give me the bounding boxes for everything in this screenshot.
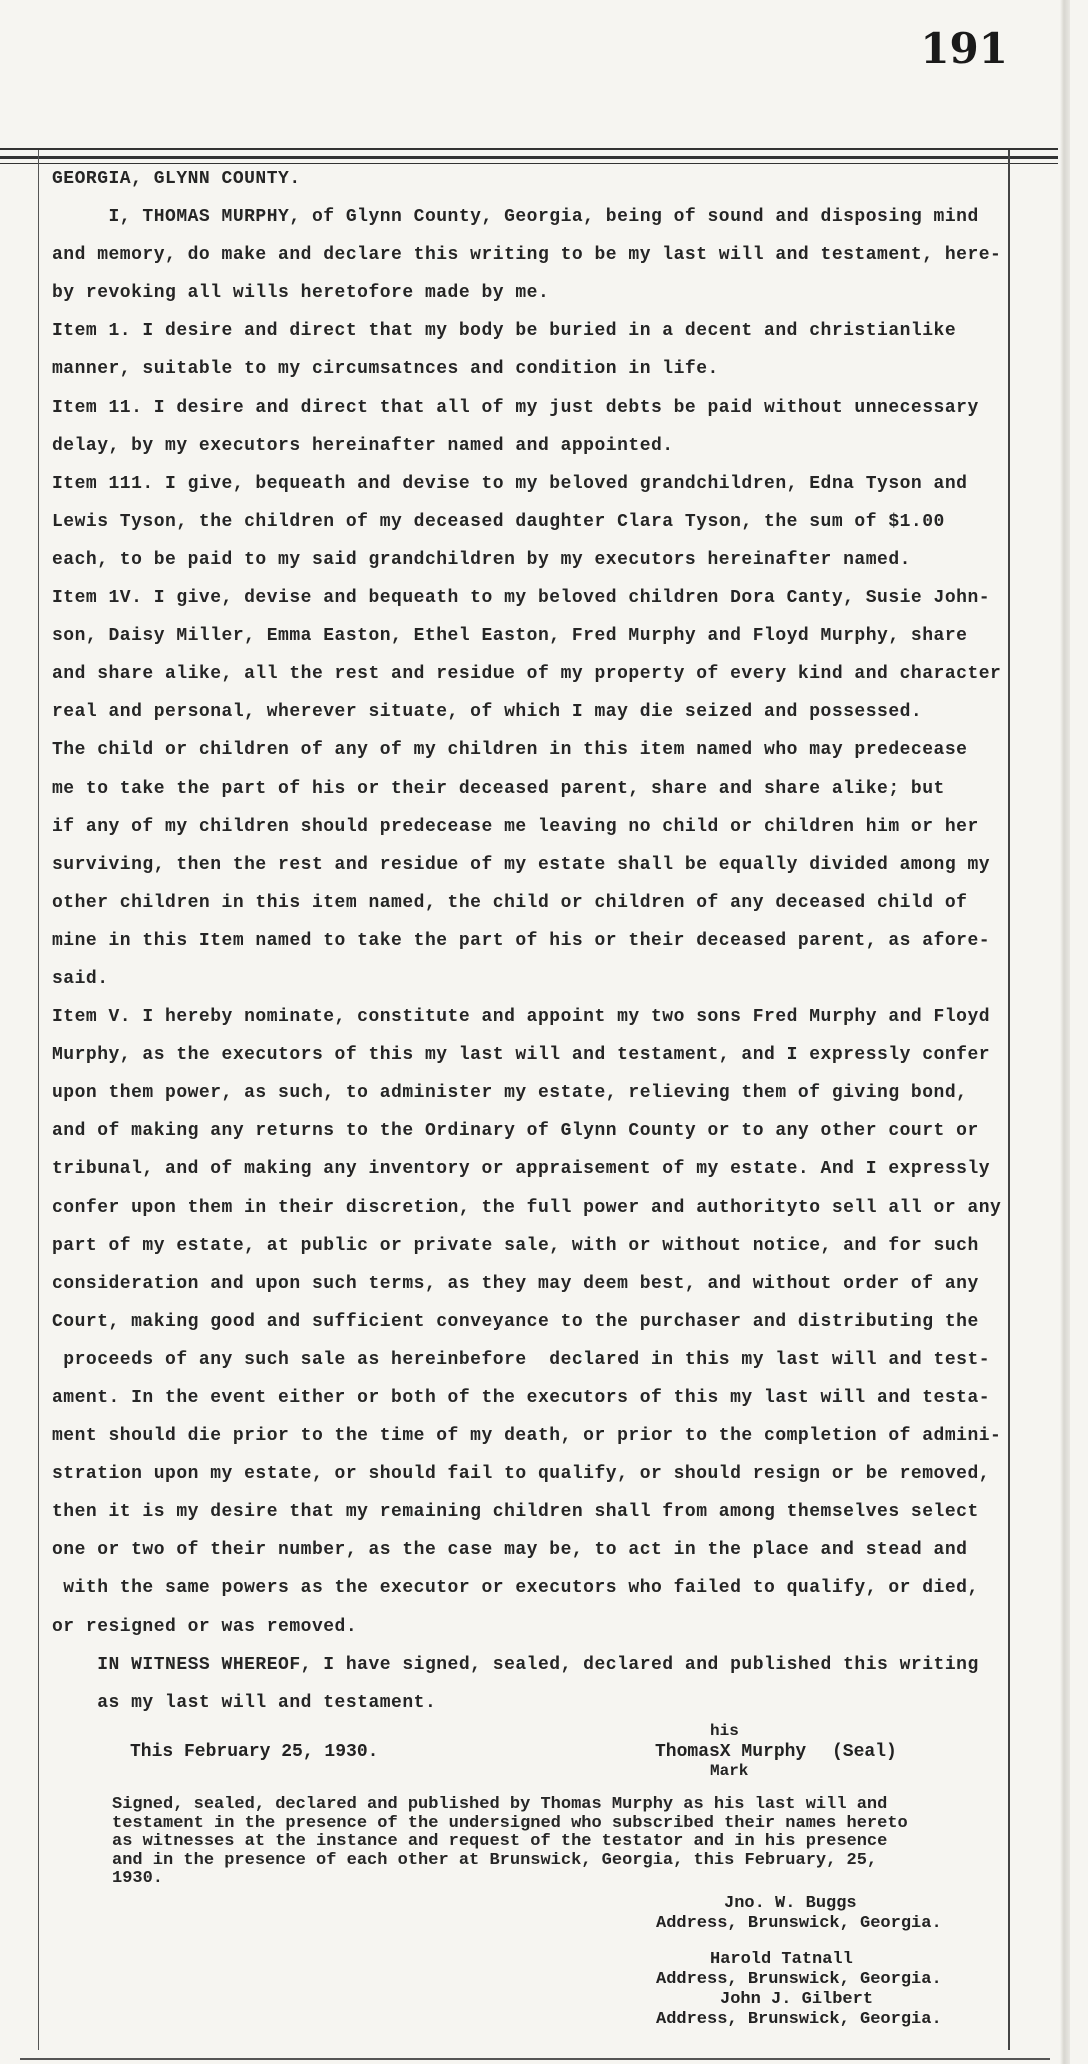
witness-name: Jno. W. Buggs	[724, 1894, 857, 1913]
text-line: and memory, do make and declare this writing to be my last will and testament, here-	[52, 245, 1002, 266]
text-line: if any of my children should predecease me leaving no child or children him or her	[52, 816, 979, 837]
page-number: 191	[920, 24, 1008, 73]
text-line: Lewis Tyson, the children of my deceased daughter Clara Tyson, the sum of $1.00	[52, 511, 945, 532]
signature-date: This February 25, 1930.	[130, 1742, 379, 1762]
attestation-line: and in the presence of each other at Brunswick, Georgia, this February, 25,	[112, 1850, 878, 1870]
witness-address: Address, Brunswick, Georgia.	[656, 1914, 942, 1933]
page-edge-shadow	[1060, 0, 1070, 2064]
text-line: then it is my desire that my remaining children shall from among themselves select	[52, 1502, 979, 1523]
left-margin-line	[38, 150, 39, 2050]
text-line: delay, by my executors hereinafter named and appointed.	[52, 435, 674, 456]
attestation-line: as witnesses at the instance and request of the testator and in his presence	[112, 1832, 888, 1851]
text-line: other children in this item named, the child or children of any deceased child of	[52, 892, 968, 913]
text-line: I, THOMAS MURPHY, of Glynn County, Georgia, being of sound and disposing mind	[52, 207, 979, 228]
footer-rule	[20, 2058, 1050, 2060]
witness-name: Harold Tatnall	[710, 1950, 853, 1969]
attestation-line: Signed, sealed, declared and published by Thomas Murphy as his last will and	[112, 1795, 888, 1814]
text-line: Murphy, as the executors of this my last will and testament, and I expressly confer	[52, 1045, 991, 1066]
text-line: The child or children of any of my children in this item named who may predecease	[52, 740, 968, 761]
text-line: GEORGIA, GLYNN COUNTY.	[52, 169, 301, 189]
text-line: Item 111. I give, bequeath and devise to my beloved grandchildren, Edna Tyson and	[52, 473, 968, 494]
text-line: upon them power, as such, to administer my estate, relieving them of giving bond,	[52, 1083, 968, 1104]
witness-address: Address, Brunswick, Georgia.	[656, 2010, 942, 2029]
signature-name: ThomasX Murphy	[655, 1742, 807, 1762]
header-rule	[0, 148, 1058, 150]
text-line: part of my estate, at public or private sale, with or without notice, and for such	[52, 1235, 979, 1256]
text-line: son, Daisy Miller, Emma Easton, Ethel Easton, Fred Murphy and Floyd Murphy, share	[52, 626, 968, 647]
text-line: and share alike, all the rest and residue of my property of every kind and character	[52, 664, 1002, 685]
text-line: with the same powers as the executor or executors who failed to qualify, or died,	[52, 1578, 979, 1599]
attestation-clause	[112, 1796, 1012, 1889]
text-line: mine in this Item named to take the part of his or their deceased parent, as afore-	[52, 930, 991, 951]
text-line: Item 11. I desire and direct that all of my just debts be paid without unnecessary	[52, 397, 979, 418]
signature-his: his	[710, 1722, 739, 1740]
text-line: said.	[52, 968, 109, 989]
text-line: one or two of their number, as the case may be, to act in the place and stead and	[52, 1540, 968, 1561]
text-line: each, to be paid to my said grandchildren by my executors hereinafter named.	[52, 549, 911, 570]
text-line: IN WITNESS WHEREOF, I have signed, sealed, declared and published this writing	[52, 1654, 979, 1675]
text-line: ament. In the event either or both of the executors of this my last will and testa-	[52, 1388, 991, 1408]
text-line: manner, suitable to my circumsatnces and condition in life.	[52, 359, 719, 380]
text-line: confer upon them in their discretion, the full power and authorityto sell all or any	[52, 1197, 1002, 1218]
signature-seal: (Seal)	[832, 1742, 897, 1762]
signature-mark: Mark	[710, 1762, 749, 1780]
witness-address: Address, Brunswick, Georgia.	[656, 1970, 942, 1989]
witness-name: John J. Gilbert	[720, 1990, 874, 2009]
text-line: tribunal, and of making any inventory or appraisement of my estate. And I expressly	[52, 1159, 991, 1180]
will-body-text	[52, 160, 1022, 1722]
text-line: Court, making good and sufficient conveyance to the purchaser and distributing the	[52, 1311, 979, 1332]
text-line: by revoking all wills heretofore made by me.	[52, 283, 550, 304]
text-line: or resigned or was removed.	[52, 1616, 358, 1637]
text-line: and of making any returns to the Ordinary of Glynn County or to any other court or	[52, 1121, 979, 1142]
text-line: as my last will and testament.	[52, 1692, 437, 1713]
header-rule-thick	[0, 156, 1058, 159]
text-line: proceeds of any such sale as hereinbefore declared in this my last will and test-	[52, 1349, 991, 1370]
text-line: Item 1V. I give, devise and bequeath to my beloved children Dora Canty, Susie John-	[52, 588, 991, 609]
attestation-line: testament in the presence of the undersigned who subscribed their names hereto	[112, 1813, 908, 1833]
text-line: real and personal, wherever situate, of which I may die seized and possessed.	[52, 702, 923, 723]
text-line: me to take the part of his or their deceased parent, share and share alike; but	[52, 778, 945, 799]
text-line: Item V. I hereby nominate, constitute and appoint my two sons Fred Murphy and Floyd	[52, 1007, 991, 1028]
attestation-line: 1930.	[112, 1869, 164, 1888]
text-line: ment should die prior to the time of my death, or prior to the completion of admini-	[52, 1426, 1002, 1447]
text-line: consideration and upon such terms, as they may deem best, and without order of any	[52, 1273, 979, 1294]
text-line: surviving, then the rest and residue of my estate shall be equally divided among my	[52, 854, 991, 875]
text-line: Item 1. I desire and direct that my body be buried in a decent and christianlike	[52, 321, 957, 342]
text-line: stration upon my estate, or should fail to qualify, or should resign or be removed,	[52, 1464, 991, 1485]
